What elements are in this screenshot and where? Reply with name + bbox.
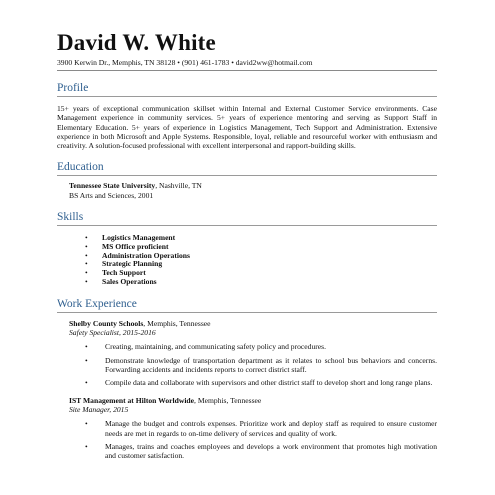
section-divider <box>57 96 437 97</box>
education-location: , Nashville, TN <box>155 181 202 191</box>
header-divider <box>57 70 437 71</box>
job-entry <box>69 396 437 460</box>
skill-item <box>85 278 437 287</box>
contact-line: 3900 Kerwin Dr., Memphis, TN 38128 • (901) 461-1783 • david2ww@hotmail.com <box>57 58 313 67</box>
duty-text: Compile data and collaborate with supervisors and other district staff to develop short and long range plans. <box>105 377 433 387</box>
job-duties-list <box>85 419 437 459</box>
job-duties-list <box>85 342 437 386</box>
section-title-skills: Skills <box>57 211 84 224</box>
bullet-icon: • <box>85 441 88 451</box>
section-title-education: Education <box>57 161 104 174</box>
job-role: Site Manager, 2015 <box>69 405 129 415</box>
skill-label: Logistics Management <box>102 233 176 243</box>
job-employer-line <box>69 319 437 328</box>
education-school-line <box>69 181 437 190</box>
education-entry <box>69 181 437 200</box>
job-location: , Memphis, Tennessee <box>194 395 262 405</box>
bullet-icon: • <box>85 233 88 243</box>
skill-label: MS Office proficient <box>102 241 169 251</box>
duty-item <box>85 442 437 460</box>
duty-item <box>85 356 437 374</box>
bullet-icon: • <box>85 259 88 269</box>
bullet-icon: • <box>85 277 88 287</box>
candidate-name: David W. White <box>57 30 216 55</box>
duty-text: Manage the budget and controls expenses. Prioritize work and deploy staff as required to ensure customer needs are met in regards to on-time delivery of services and quality of work. <box>105 419 437 438</box>
skill-label: Administration Operations <box>102 250 190 260</box>
bullet-icon: • <box>85 355 88 365</box>
section-title-work-experience: Work Experience <box>57 297 137 310</box>
section-divider <box>57 312 437 313</box>
bullet-icon: • <box>85 377 88 387</box>
job-location: , Memphis, Tennessee <box>143 318 211 328</box>
job-employer-line <box>69 396 437 405</box>
skill-label: Sales Operations <box>102 277 157 287</box>
bullet-icon: • <box>85 342 88 352</box>
duty-item <box>85 419 437 437</box>
bullet-icon: • <box>85 419 88 429</box>
skills-list <box>85 234 437 287</box>
education-school: Tennessee State University <box>69 181 156 191</box>
section-title-profile: Profile <box>57 82 89 94</box>
resume-page <box>57 30 437 464</box>
job-entry <box>69 319 437 387</box>
bullet-icon: • <box>85 250 88 260</box>
profile-text: 15+ years of exceptional communication skillset within Internal and External Customer Service environments. Case Management experience in community services. 5+ years of experience mentoring and serving as Support Staff in Elementary Education. 5+ years of experience in Logistics Management, Tech Support and Administration. Extensive experience in both Microsoft and Apple Systems. Responsible, loyal, reliable and resourceful worker with enthusiasm and creativity. A solution-focused professional with excellent interpersonal and rapport-building skills. <box>57 104 437 151</box>
section-divider <box>57 175 437 176</box>
duty-text: Demonstrate knowledge of transportation department as it relates to school bus behaviors and concerns. Forwarding accidents and incidents reports to correct district staff. <box>105 355 437 374</box>
section-divider <box>57 225 437 226</box>
duty-item <box>85 342 437 351</box>
duty-item <box>85 378 437 387</box>
job-employer: IST Management at Hilton Worldwide <box>69 395 195 405</box>
duty-text: Creating, maintaining, and communicating safety policy and procedures. <box>105 342 326 352</box>
job-role: Safety Specialist, 2015-2016 <box>69 328 156 338</box>
skill-label: Strategic Planning <box>102 259 163 269</box>
skill-label: Tech Support <box>102 268 146 278</box>
duty-text: Manages, trains and coaches employees and develops a work environment that promotes high motivation and customer satisfaction. <box>105 441 437 460</box>
bullet-icon: • <box>85 241 88 251</box>
education-degree: BS Arts and Sciences, 2001 <box>69 190 154 200</box>
bullet-icon: • <box>85 268 88 278</box>
job-employer: Shelby County Schools <box>69 318 144 328</box>
